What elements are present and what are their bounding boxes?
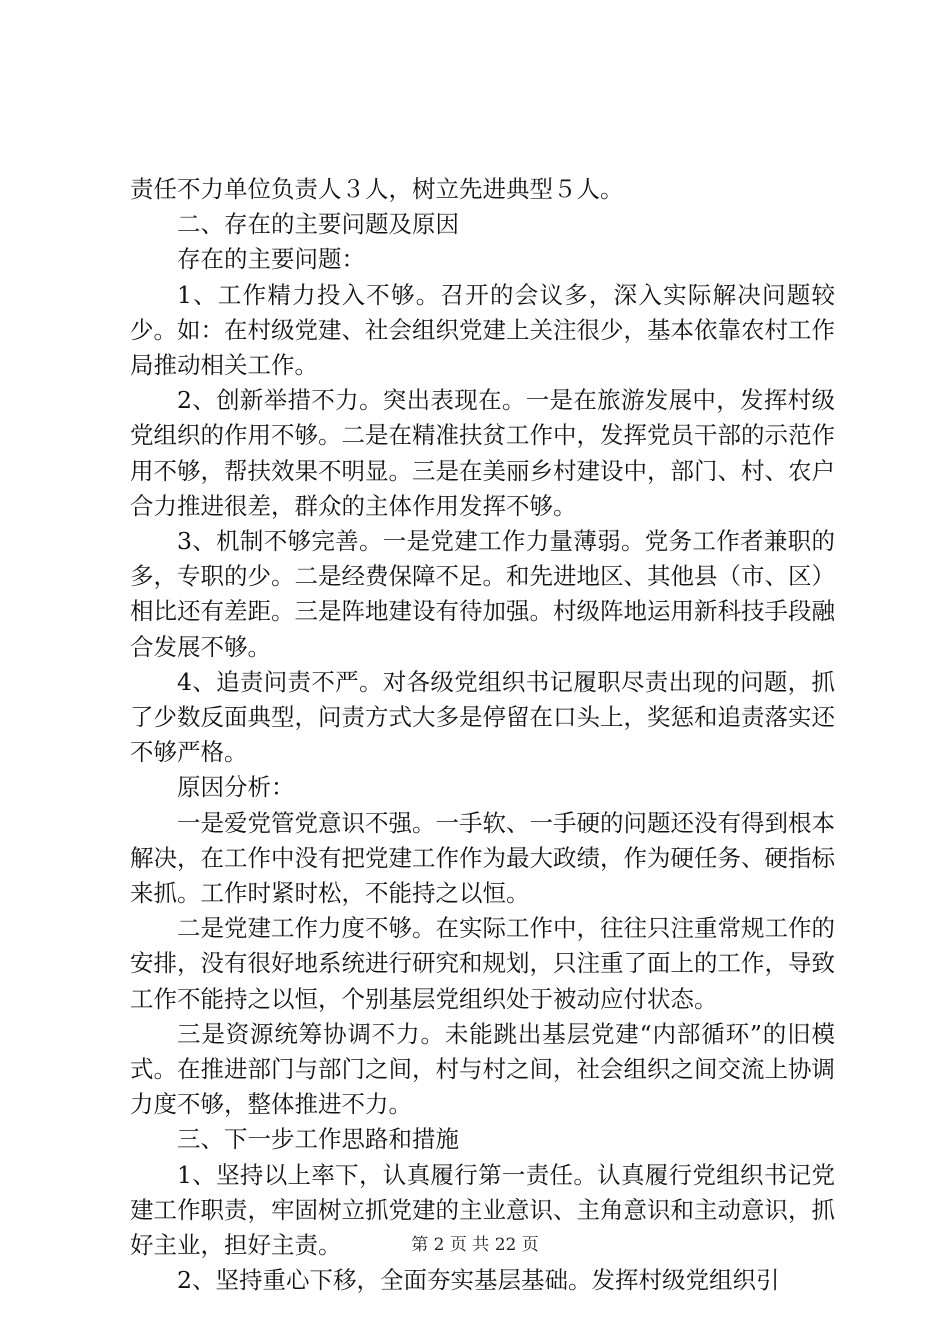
document-body: [130, 172, 835, 1299]
paragraph: 3、机制不够完善。一是党建工作力量薄弱。党务工作者兼职的多，专职的少。二是经费保障不足。和先进地区、其他县（市、区）相比还有差距。三是阵地建设有待加强。村级阵地运用新科技手段融合发展不够。: [130, 527, 835, 661]
section-heading: 三、下一步工作思路和措施: [177, 1125, 459, 1154]
page-number-label: 第 2 页 共 22 页: [411, 1235, 539, 1255]
section-heading: 二、存在的主要问题及原因: [177, 210, 459, 239]
page-footer: [0, 1230, 950, 1255]
subheading: 原因分析：: [177, 773, 295, 802]
paragraph: 2、坚持重心下移，全面夯实基层基础。发挥村级党组织引: [177, 1266, 780, 1295]
paragraph: 二是党建工作力度不够。在实际工作中，往往只注重常规工作的安排，没有很好地系统进行研究和规划，只注重了面上的工作，导致工作不能持之以恒，个别基层党组织处于被动应付状态。: [130, 914, 835, 1013]
paragraph: 1、坚持以上率下，认真履行第一责任。认真履行党组织书记党建工作职责，牢固树立抓党建的主业意识、主角意识和主动意识，抓好主业，担好主责。: [130, 1160, 835, 1260]
paragraph: 责任不力单位负责人３人，树立先进典型５人。: [130, 175, 624, 203]
paragraph: 4、追责问责不严。对各级党组织书记履职尽责出现的问题，抓了少数反面典型，问责方式大多是停留在口头上，奖惩和追责落实还不够严格。: [130, 667, 835, 767]
paragraph: 一是爱党管党意识不强。一手软、一手硬的问题还没有得到根本解决，在工作中没有把党建工作作为最大政绩，作为硬任务、硬指标来抓。工作时紧时松，不能持之以恒。: [130, 808, 835, 908]
subheading: 存在的主要问题：: [177, 245, 365, 274]
paragraph: 1、工作精力投入不够。召开的会议多，深入实际解决问题较少。如：在村级党建、社会组织党建上关注很少，基本依靠农村工作局推动相关工作。: [130, 280, 835, 380]
paragraph: 2、创新举措不力。突出表现在。一是在旅游发展中，发挥村级党组织的作用不够。二是在精准扶贫工作中，发挥党员干部的示范作用不够，帮扶效果不明显。三是在美丽乡村建设中，部门、村、农户合力推进很差，群众的主体作用发挥不够。: [130, 386, 835, 520]
paragraph: 三是资源统筹协调不力。未能跳出基层党建“内部循环”的旧模式。在推进部门与部门之间，村与村之间，社会组织之间交流上协调力度不够，整体推进不力。: [130, 1019, 835, 1119]
